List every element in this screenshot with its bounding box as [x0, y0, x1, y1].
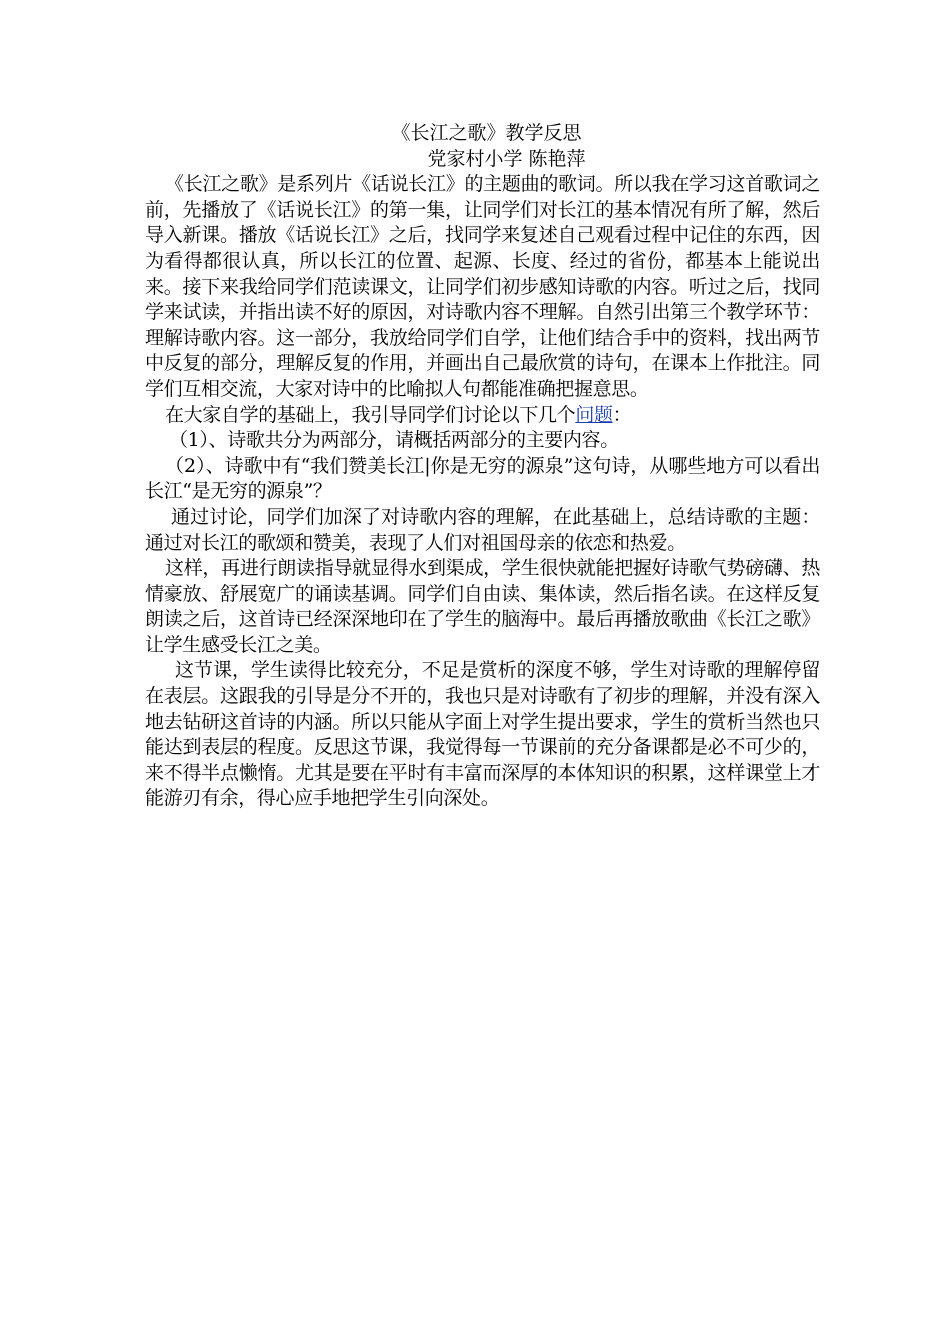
document-title: 《长江之歌》教学反思	[391, 122, 582, 144]
questions-link[interactable]: 问题	[575, 403, 613, 426]
paragraph-summary: 通过讨论，同学们加深了对诗歌内容的理解，在此基础上，总结诗歌的主题：通过对长江的歌颂和赞美，表现了人们对祖国母亲的依恋和热爱。	[145, 505, 820, 554]
discussion-lead-colon: ：	[612, 403, 632, 426]
paragraph-discussion-lead	[145, 403, 820, 429]
paragraph-intro: 《长江之歌》是系列片《话说长江》的主题曲的歌词。所以我在学习这首歌词之前，先播放了《话说长江》的第一集，让同学们对长江的基本情况有所了解，然后导入新课。播放《话说长江》之后，找同学来复述自己观看过程中记住的东西，因为看得都很认真，所以长江的位置、起源、长度、经过的省份，都基本上能说出来。接下来我给同学们范读课文，让同学们初步感知诗歌的内容。听过之后，找同学来试读，并指出读不好的原因，对诗歌内容不理解。自然引出第三个教学环节：理解诗歌内容。这一部分，我放给同学们自学，让他们结合手中的资料，找出两节中反复的部分，理解反复的作用，并画出自己最欣赏的诗句，在课本上作批注。同学们互相交流，大家对诗中的比喻拟人句都能准确把握意思。	[145, 173, 820, 400]
question-2: （2）、诗歌中有“我们赞美长江|你是无穷的源泉”这句诗，从哪些地方可以看出长江“是无穷的源泉”？	[145, 454, 820, 503]
discussion-lead-text: 在大家自学的基础上，我引导同学们讨论以下几个	[165, 403, 576, 426]
question-1: （1）、诗歌共分为两部分，请概括两部分的主要内容。	[169, 429, 619, 452]
paragraph-reflection: 这节课，学生读得比较充分，不足是赏析的深度不够，学生对诗歌的理解停留在表层。这跟我的引导是分不开的，我也只是对诗歌有了初步的理解，并没有深入地去钻研这首诗的内涵。所以只能从字面上对学生提出要求，学生的赏析当然也只能达到表层的程度。反思这节课，我觉得每一节课前的充分备课都是必不可少的，来不得半点懒惰。尤其是要在平时有丰富而深厚的本体知识的积累，这样课堂上才能游刃有余，得心应手地把学生引向深处。	[145, 659, 820, 810]
author-line: 党家村小学 陈艳萍	[427, 147, 586, 170]
document-page	[145, 121, 820, 812]
paragraph-reading: 这样，再进行朗读指导就显得水到渠成，学生很快就能把握好诗歌气势磅礴、热情豪放、舒展宽广的诵读基调。同学们自由读、集体读，然后指名读。在这样反复朗读之后，这首诗已经深深地印在了学生的脑海中。最后再播放歌曲《长江之歌》让学生感受长江之美。	[145, 557, 820, 656]
